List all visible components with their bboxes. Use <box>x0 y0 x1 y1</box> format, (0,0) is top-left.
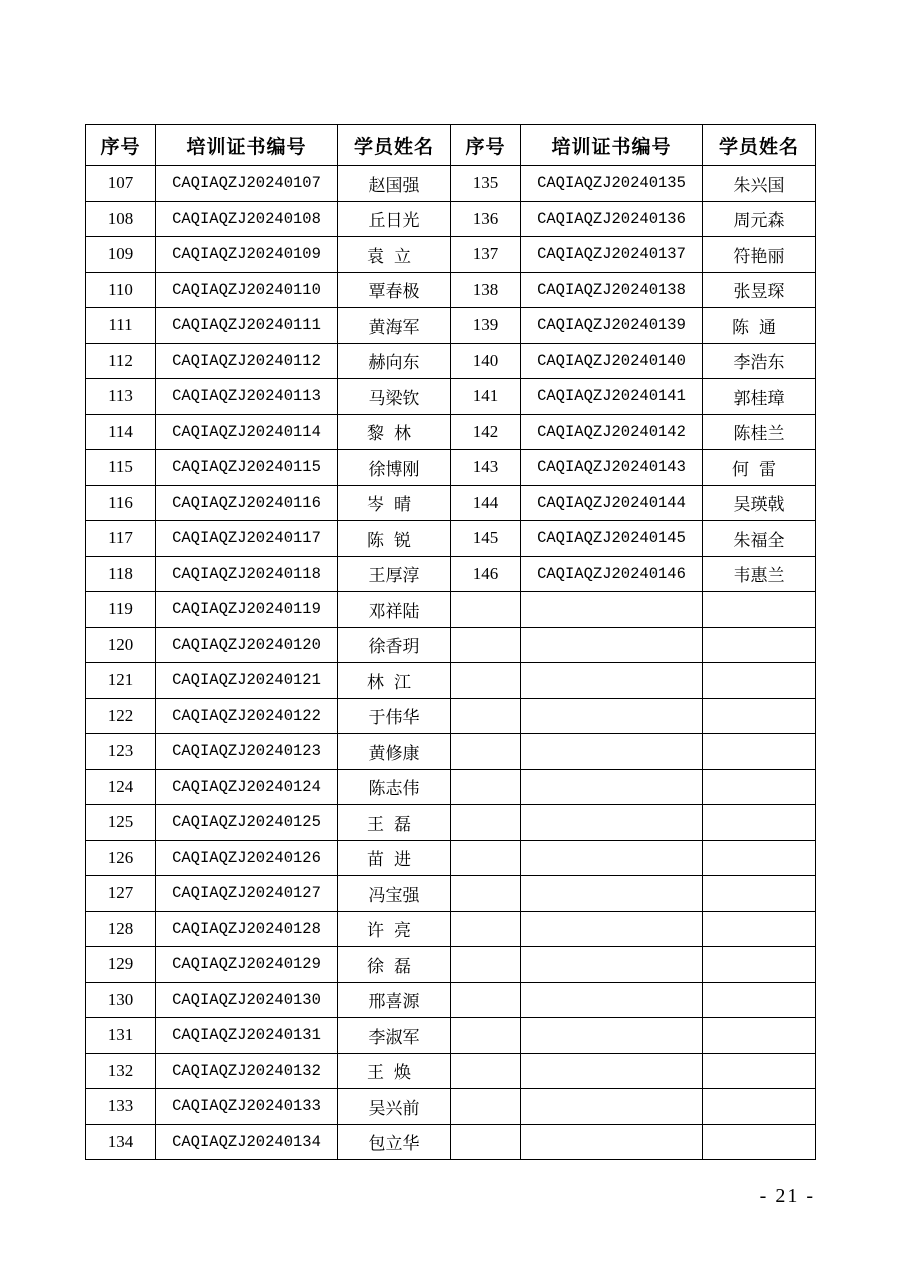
table-cell-empty <box>451 876 521 912</box>
cell-certificate-number-left: CAQIAQZJ20240113 <box>156 379 338 415</box>
column-header-name-right: 学员姓名 <box>703 125 816 166</box>
column-header-name-left: 学员姓名 <box>338 125 451 166</box>
table-cell-empty <box>703 592 816 628</box>
table-cell-empty <box>521 592 703 628</box>
cell-trainee-name-left: 岑晴 <box>338 485 451 521</box>
cell-sequence-left: 127 <box>86 876 156 912</box>
table-row <box>86 521 816 557</box>
cell-sequence-left: 114 <box>86 414 156 450</box>
table-cell-empty <box>451 982 521 1018</box>
cell-trainee-name-right: 周元森 <box>703 201 816 237</box>
cell-sequence-left: 126 <box>86 840 156 876</box>
column-header-cert-left: 培训证书编号 <box>156 125 338 166</box>
cell-trainee-name-right: 朱福全 <box>703 521 816 557</box>
cell-trainee-name-left: 许亮 <box>338 911 451 947</box>
cell-trainee-name-left: 袁立 <box>338 237 451 273</box>
table-cell-empty <box>451 1018 521 1054</box>
cell-sequence-left: 132 <box>86 1053 156 1089</box>
table-cell-empty <box>451 805 521 841</box>
cell-sequence-left: 124 <box>86 769 156 805</box>
cell-certificate-number-left: CAQIAQZJ20240112 <box>156 343 338 379</box>
table-cell-empty <box>451 663 521 699</box>
cell-trainee-name-left: 赵国强 <box>338 166 451 202</box>
table-cell-empty <box>451 1053 521 1089</box>
cell-trainee-name-right: 何雷 <box>703 450 816 486</box>
cell-sequence-left: 115 <box>86 450 156 486</box>
table-cell-empty <box>521 1089 703 1125</box>
table-cell-empty <box>451 698 521 734</box>
table-row <box>86 876 816 912</box>
cell-trainee-name-left: 苗进 <box>338 840 451 876</box>
cell-certificate-number-left: CAQIAQZJ20240127 <box>156 876 338 912</box>
table-cell-empty <box>521 911 703 947</box>
table-cell-empty <box>703 982 816 1018</box>
table-cell-empty <box>703 1053 816 1089</box>
cell-sequence-left: 111 <box>86 308 156 344</box>
table-row <box>86 1018 816 1054</box>
cell-trainee-name-left: 包立华 <box>338 1124 451 1160</box>
cell-sequence-left: 129 <box>86 947 156 983</box>
cell-certificate-number-left: CAQIAQZJ20240117 <box>156 521 338 557</box>
cell-certificate-number-right: CAQIAQZJ20240144 <box>521 485 703 521</box>
cell-sequence-left: 125 <box>86 805 156 841</box>
cell-certificate-number-left: CAQIAQZJ20240129 <box>156 947 338 983</box>
cell-trainee-name-left: 林江 <box>338 663 451 699</box>
table-row <box>86 379 816 415</box>
cell-certificate-number-left: CAQIAQZJ20240130 <box>156 982 338 1018</box>
table-header-row <box>86 125 816 166</box>
cell-certificate-number-left: CAQIAQZJ20240131 <box>156 1018 338 1054</box>
cell-trainee-name-right: 韦惠兰 <box>703 556 816 592</box>
cell-trainee-name-left: 李淑军 <box>338 1018 451 1054</box>
table-row <box>86 911 816 947</box>
table-cell-empty <box>521 1018 703 1054</box>
cell-sequence-right: 143 <box>451 450 521 486</box>
cell-certificate-number-left: CAQIAQZJ20240120 <box>156 627 338 663</box>
table-cell-empty <box>703 1089 816 1125</box>
table-row <box>86 840 816 876</box>
table-row <box>86 237 816 273</box>
table-row <box>86 272 816 308</box>
cell-trainee-name-left: 徐磊 <box>338 947 451 983</box>
cell-certificate-number-right: CAQIAQZJ20240142 <box>521 414 703 450</box>
cell-trainee-name-right: 吴瑛戟 <box>703 485 816 521</box>
cell-certificate-number-right: CAQIAQZJ20240135 <box>521 166 703 202</box>
cell-certificate-number-right: CAQIAQZJ20240140 <box>521 343 703 379</box>
cell-trainee-name-left: 黎林 <box>338 414 451 450</box>
table-cell-empty <box>703 876 816 912</box>
cell-trainee-name-left: 徐博刚 <box>338 450 451 486</box>
cell-sequence-left: 110 <box>86 272 156 308</box>
cell-sequence-left: 107 <box>86 166 156 202</box>
cell-certificate-number-left: CAQIAQZJ20240123 <box>156 734 338 770</box>
cell-trainee-name-right: 符艳丽 <box>703 237 816 273</box>
table-row <box>86 592 816 628</box>
table-cell-empty <box>521 805 703 841</box>
cell-certificate-number-right: CAQIAQZJ20240141 <box>521 379 703 415</box>
cell-certificate-number-right: CAQIAQZJ20240139 <box>521 308 703 344</box>
cell-certificate-number-left: CAQIAQZJ20240128 <box>156 911 338 947</box>
cell-sequence-right: 145 <box>451 521 521 557</box>
cell-certificate-number-left: CAQIAQZJ20240121 <box>156 663 338 699</box>
table-cell-empty <box>703 663 816 699</box>
table-cell-empty <box>703 734 816 770</box>
table-row <box>86 343 816 379</box>
cell-trainee-name-left: 陈锐 <box>338 521 451 557</box>
cell-sequence-left: 119 <box>86 592 156 628</box>
cell-sequence-right: 141 <box>451 379 521 415</box>
cell-certificate-number-left: CAQIAQZJ20240111 <box>156 308 338 344</box>
cell-sequence-right: 139 <box>451 308 521 344</box>
page-number: - 21 - <box>759 1185 815 1207</box>
cell-trainee-name-left: 马梁钦 <box>338 379 451 415</box>
cell-certificate-number-left: CAQIAQZJ20240134 <box>156 1124 338 1160</box>
cell-certificate-number-right: CAQIAQZJ20240145 <box>521 521 703 557</box>
cell-sequence-left: 131 <box>86 1018 156 1054</box>
table-row <box>86 663 816 699</box>
cell-trainee-name-left: 黄海军 <box>338 308 451 344</box>
table-row <box>86 698 816 734</box>
cell-certificate-number-left: CAQIAQZJ20240133 <box>156 1089 338 1125</box>
table-cell-empty <box>521 1124 703 1160</box>
cell-sequence-left: 120 <box>86 627 156 663</box>
table-cell-empty <box>703 840 816 876</box>
table-row <box>86 627 816 663</box>
cell-certificate-number-right: CAQIAQZJ20240146 <box>521 556 703 592</box>
cell-trainee-name-left: 吴兴前 <box>338 1089 451 1125</box>
table-cell-empty <box>451 947 521 983</box>
cell-certificate-number-left: CAQIAQZJ20240115 <box>156 450 338 486</box>
cell-trainee-name-left: 黄修康 <box>338 734 451 770</box>
cell-trainee-name-right: 李浩东 <box>703 343 816 379</box>
cell-sequence-left: 121 <box>86 663 156 699</box>
cell-certificate-number-left: CAQIAQZJ20240118 <box>156 556 338 592</box>
cell-certificate-number-right: CAQIAQZJ20240136 <box>521 201 703 237</box>
table-cell-empty <box>521 663 703 699</box>
cell-trainee-name-left: 陈志伟 <box>338 769 451 805</box>
table-cell-empty <box>521 698 703 734</box>
cell-sequence-left: 130 <box>86 982 156 1018</box>
table-cell-empty <box>521 840 703 876</box>
table-row <box>86 201 816 237</box>
cell-sequence-left: 118 <box>86 556 156 592</box>
table-cell-empty <box>451 840 521 876</box>
table-row <box>86 166 816 202</box>
table-cell-empty <box>521 876 703 912</box>
roster-table-container <box>85 124 815 1160</box>
table-cell-empty <box>703 627 816 663</box>
table-cell-empty <box>451 769 521 805</box>
cell-trainee-name-left: 赫向东 <box>338 343 451 379</box>
cell-trainee-name-right: 张昱琛 <box>703 272 816 308</box>
table-cell-empty <box>521 627 703 663</box>
table-cell-empty <box>521 947 703 983</box>
table-row <box>86 485 816 521</box>
table-cell-empty <box>521 769 703 805</box>
cell-certificate-number-left: CAQIAQZJ20240116 <box>156 485 338 521</box>
table-row <box>86 734 816 770</box>
cell-sequence-left: 133 <box>86 1089 156 1125</box>
cell-trainee-name-left: 覃春极 <box>338 272 451 308</box>
table-row <box>86 769 816 805</box>
table-cell-empty <box>703 805 816 841</box>
table-body <box>86 166 816 1160</box>
table-cell-empty <box>451 911 521 947</box>
cell-certificate-number-right: CAQIAQZJ20240137 <box>521 237 703 273</box>
cell-trainee-name-right: 朱兴国 <box>703 166 816 202</box>
cell-sequence-left: 108 <box>86 201 156 237</box>
cell-certificate-number-left: CAQIAQZJ20240119 <box>156 592 338 628</box>
table-row <box>86 308 816 344</box>
cell-trainee-name-left: 王磊 <box>338 805 451 841</box>
table-cell-empty <box>451 592 521 628</box>
table-cell-empty <box>521 1053 703 1089</box>
cell-trainee-name-right: 陈通 <box>703 308 816 344</box>
cell-sequence-right: 135 <box>451 166 521 202</box>
cell-trainee-name-left: 于伟华 <box>338 698 451 734</box>
table-row <box>86 1053 816 1089</box>
table-cell-empty <box>703 911 816 947</box>
cell-certificate-number-left: CAQIAQZJ20240132 <box>156 1053 338 1089</box>
table-row <box>86 414 816 450</box>
table-cell-empty <box>703 769 816 805</box>
cell-trainee-name-left: 冯宝强 <box>338 876 451 912</box>
cell-certificate-number-left: CAQIAQZJ20240108 <box>156 201 338 237</box>
cell-sequence-left: 134 <box>86 1124 156 1160</box>
cell-certificate-number-left: CAQIAQZJ20240122 <box>156 698 338 734</box>
cell-sequence-right: 146 <box>451 556 521 592</box>
table-cell-empty <box>703 1124 816 1160</box>
cell-sequence-left: 123 <box>86 734 156 770</box>
table-cell-empty <box>703 698 816 734</box>
cell-sequence-left: 122 <box>86 698 156 734</box>
cell-sequence-right: 136 <box>451 201 521 237</box>
column-header-seq-right: 序号 <box>451 125 521 166</box>
cell-certificate-number-left: CAQIAQZJ20240114 <box>156 414 338 450</box>
cell-sequence-right: 140 <box>451 343 521 379</box>
cell-trainee-name-left: 徐香玥 <box>338 627 451 663</box>
table-cell-empty <box>521 734 703 770</box>
table-row <box>86 805 816 841</box>
trainee-roster-table <box>85 124 816 1160</box>
cell-trainee-name-left: 邢喜源 <box>338 982 451 1018</box>
cell-sequence-left: 116 <box>86 485 156 521</box>
cell-trainee-name-right: 郭桂璋 <box>703 379 816 415</box>
cell-trainee-name-right: 陈桂兰 <box>703 414 816 450</box>
table-cell-empty <box>451 1124 521 1160</box>
cell-certificate-number-left: CAQIAQZJ20240126 <box>156 840 338 876</box>
table-cell-empty <box>521 982 703 1018</box>
table-header <box>86 125 816 166</box>
table-row <box>86 982 816 1018</box>
cell-trainee-name-left: 丘日光 <box>338 201 451 237</box>
cell-sequence-left: 117 <box>86 521 156 557</box>
column-header-cert-right: 培训证书编号 <box>521 125 703 166</box>
cell-sequence-left: 109 <box>86 237 156 273</box>
table-row <box>86 1089 816 1125</box>
table-cell-empty <box>703 947 816 983</box>
cell-certificate-number-left: CAQIAQZJ20240125 <box>156 805 338 841</box>
cell-trainee-name-left: 王厚淳 <box>338 556 451 592</box>
cell-certificate-number-right: CAQIAQZJ20240138 <box>521 272 703 308</box>
cell-sequence-right: 137 <box>451 237 521 273</box>
table-cell-empty <box>451 734 521 770</box>
cell-trainee-name-left: 邓祥陆 <box>338 592 451 628</box>
cell-sequence-right: 142 <box>451 414 521 450</box>
cell-certificate-number-left: CAQIAQZJ20240107 <box>156 166 338 202</box>
table-cell-empty <box>703 1018 816 1054</box>
table-row <box>86 556 816 592</box>
column-header-seq-left: 序号 <box>86 125 156 166</box>
cell-certificate-number-left: CAQIAQZJ20240109 <box>156 237 338 273</box>
cell-sequence-left: 113 <box>86 379 156 415</box>
table-cell-empty <box>451 1089 521 1125</box>
table-row <box>86 1124 816 1160</box>
cell-sequence-right: 138 <box>451 272 521 308</box>
table-row <box>86 947 816 983</box>
cell-sequence-left: 112 <box>86 343 156 379</box>
cell-sequence-right: 144 <box>451 485 521 521</box>
cell-certificate-number-left: CAQIAQZJ20240124 <box>156 769 338 805</box>
cell-certificate-number-right: CAQIAQZJ20240143 <box>521 450 703 486</box>
table-cell-empty <box>451 627 521 663</box>
cell-certificate-number-left: CAQIAQZJ20240110 <box>156 272 338 308</box>
cell-sequence-left: 128 <box>86 911 156 947</box>
cell-trainee-name-left: 王焕 <box>338 1053 451 1089</box>
table-row <box>86 450 816 486</box>
